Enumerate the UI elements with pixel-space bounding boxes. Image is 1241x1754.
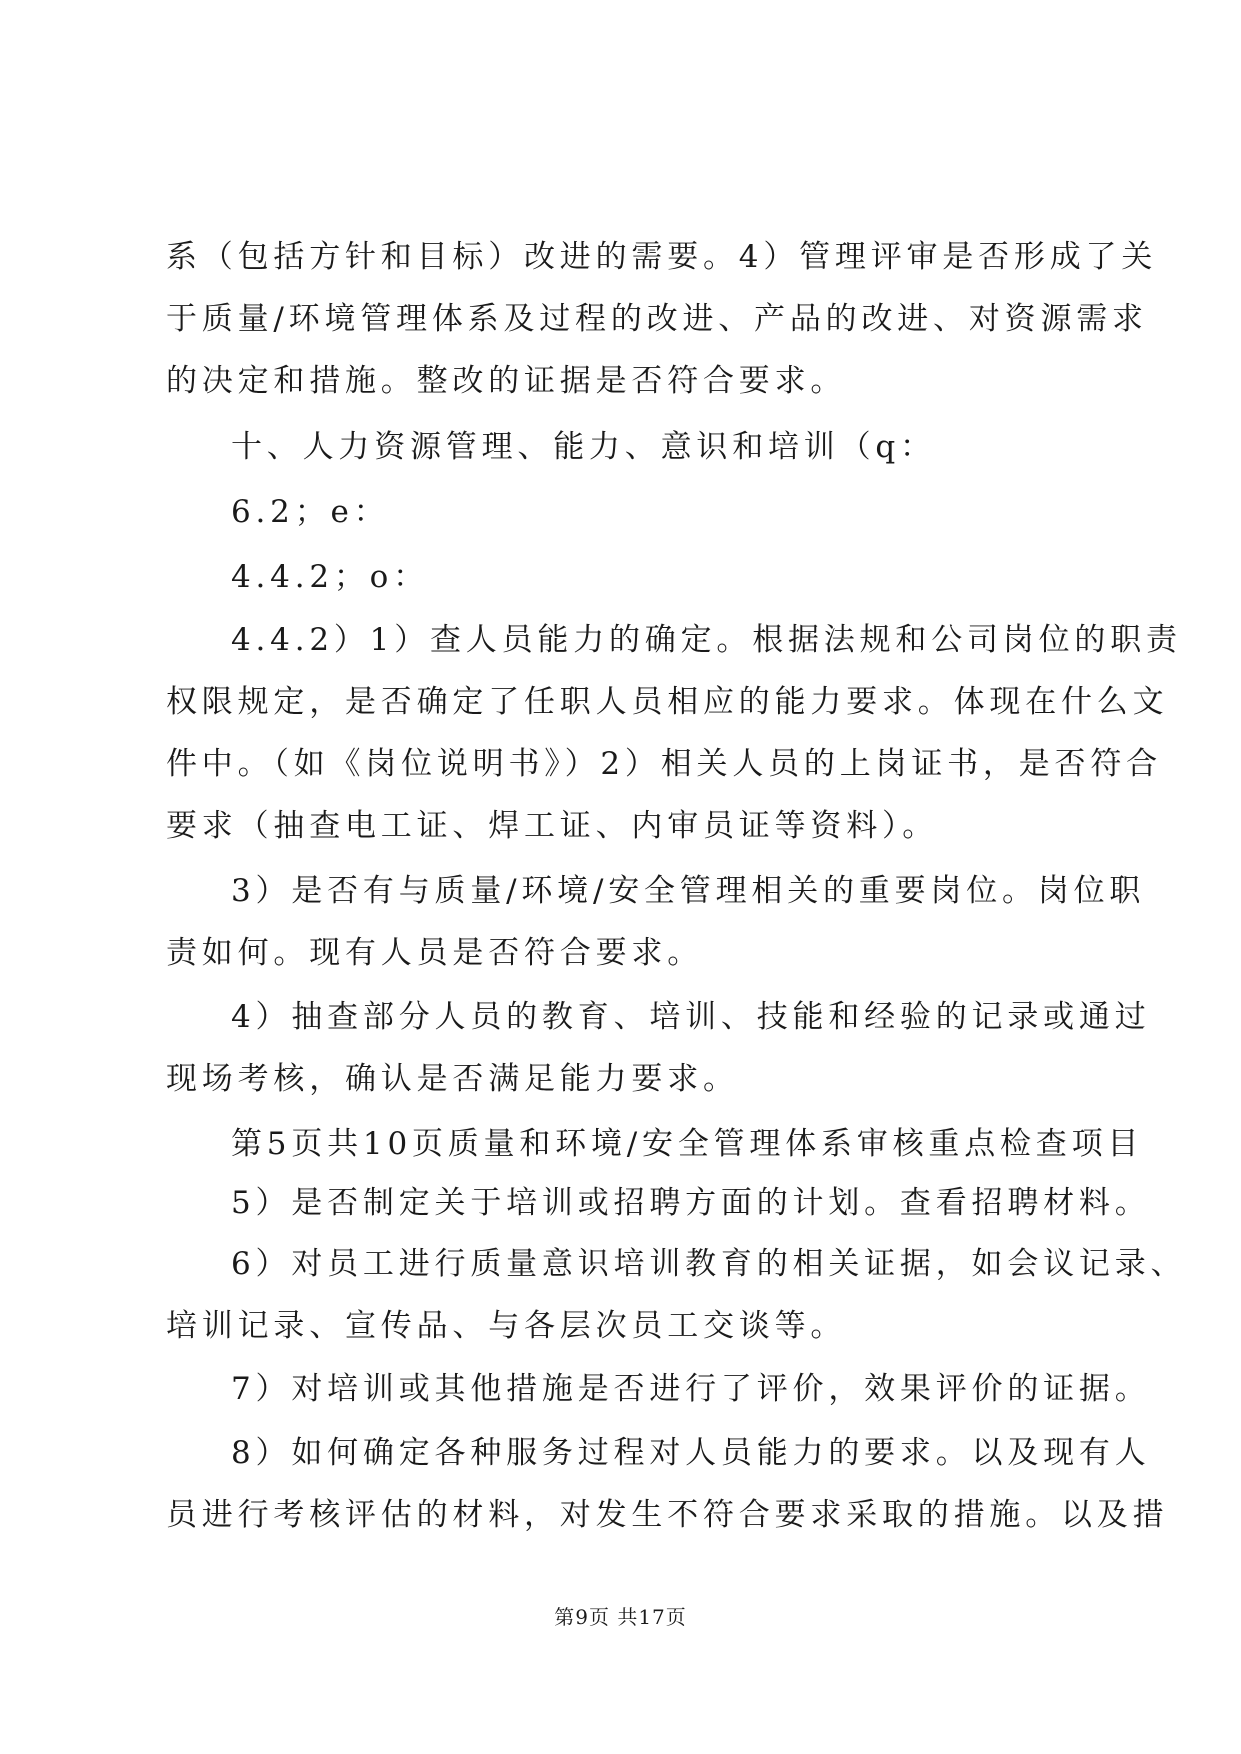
text-line: 4.4.2；o： bbox=[231, 559, 429, 595]
text-line: 要求（抽查电工证、焊工证、内审员证等资料）。 bbox=[166, 808, 939, 844]
text-line: 6）对员工进行质量意识培训教育的相关证据，如会议记录、 bbox=[231, 1246, 1187, 1282]
text-line: 于质量/环境管理体系及过程的改进、产品的改进、对资源需求 bbox=[166, 301, 1148, 337]
text-line: 4）抽查部分人员的教育、培训、技能和经验的记录或通过 bbox=[231, 999, 1151, 1035]
text-line: 员进行考核评估的材料，对发生不符合要求采取的措施。以及措 bbox=[166, 1497, 1169, 1533]
text-line: 责如何。现有人员是否符合要求。 bbox=[166, 935, 703, 971]
text-line: 4.4.2）1）查人员能力的确定。根据法规和公司岗位的职责 bbox=[231, 622, 1182, 658]
page-header-line: 第5页共10页质量和环境/安全管理体系审核重点检查项目 bbox=[231, 1126, 1144, 1162]
text-line: 培训记录、宣传品、与各层次员工交谈等。 bbox=[166, 1308, 847, 1344]
text-line: 8）如何确定各种服务过程对人员能力的要求。以及现有人 bbox=[231, 1435, 1151, 1471]
text-line: 的决定和措施。整改的证据是否符合要求。 bbox=[166, 363, 847, 399]
text-line: 5）是否制定关于培训或招聘方面的计划。查看招聘材料。 bbox=[231, 1185, 1151, 1221]
text-line: 3）是否有与质量/环境/安全管理相关的重要岗位。岗位职 bbox=[231, 873, 1146, 909]
page-footer: 第9页 共17页 bbox=[554, 1605, 687, 1629]
text-line: 权限规定，是否确定了任职人员相应的能力要求。体现在什么文 bbox=[166, 684, 1169, 720]
text-line: 系（包括方针和目标）改进的需要。4）管理评审是否形成了关 bbox=[166, 239, 1158, 275]
text-line: 现场考核，确认是否满足能力要求。 bbox=[166, 1061, 739, 1097]
text-line: 件中。（如《岗位说明书》）2）相关人员的上岗证书，是否符合 bbox=[166, 746, 1162, 782]
text-line: 7）对培训或其他措施是否进行了评价，效果评价的证据。 bbox=[231, 1371, 1151, 1407]
section-heading: 十、人力资源管理、能力、意识和培训（q： bbox=[231, 429, 936, 465]
text-line: 6.2；e： bbox=[231, 494, 390, 530]
